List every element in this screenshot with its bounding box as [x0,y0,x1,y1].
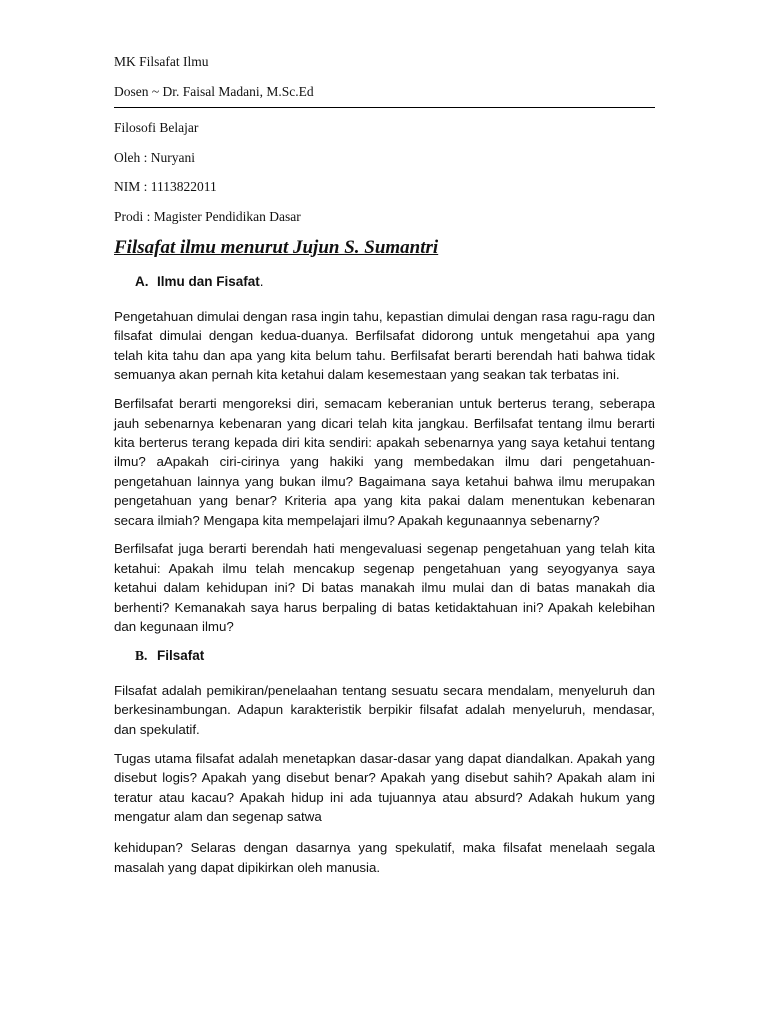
header-divider [114,107,655,108]
paragraph: Tugas utama filsafat adalah menetapkan dasar-dasar yang dapat diandalkan. Apakah yang disebut logis? Apakah yang disebut benar? Apakah yang disebut sahih? Apakah alam ini teratur atau kacau? Apakah hidup ini ada tujuannya atau absurd? Adakah hukum yang mengatur alam dan segenap satwa [114,750,655,824]
course-name: MK Filsafat Ilmu [114,54,209,69]
paragraph: kehidupan? Selaras dengan dasarnya yang spekulatif, maka filsafat menelaah segala masalah yang dapat dipikirkan oleh manusia. [114,840,655,875]
section-heading-text: Ilmu dan Fisafat [157,274,260,289]
document-page [114,52,655,887]
study-program: Prodi : Magister Pendidikan Dasar [114,208,301,224]
section-heading-punct: . [259,274,264,289]
student-id: NIM : 1113822011 [114,179,217,194]
paragraph: Berfilsafat juga berarti berendah hati mengevaluasi segenap pengetahuan yang telah kita ketahui: Apakah ilmu telah mencakup segenap pengetahuan yang seyogyanya saya ketahui dalam kehidupan ini? Di batas manakah ilmu mulai dan di batas manakah dia berhenti? Kemanakah saya harus berpaling di batas ketidaktahuan ini? Apakah kelebihan dan kegunaan ilmu? [114,541,655,635]
section-letter: B. [135,648,148,663]
document-topic: Filosofi Belajar [114,120,199,135]
lecturer-name: Dosen ~ Dr. Faisal Madani, M.Sc.Ed [114,84,314,99]
section-heading-b [114,646,655,666]
section-letter: A. [135,274,149,289]
paragraph: Filsafat adalah pemikiran/penelaahan tentang sesuatu secara mendalam, menyeluruh dan berkesinambungan. Adapun karakteristik berpikir filsafat adalah menyeluruh, mendasar, dan spekulatif. [114,683,655,737]
author-name: Oleh : Nuryani [114,149,195,165]
document-title: Filsafat ilmu menurut Jujun S. Sumantri [114,237,439,258]
section-heading-text: Filsafat [157,648,205,663]
section-heading-a [114,272,655,292]
paragraph: Berfilsafat berarti mengoreksi diri, semacam keberanian untuk berterus terang, seberapa jauh sebenarnya kebenaran yang dicari telah kita jangkau. Berfilsafat tentang ilmu berarti kita berterus terang kepada diri kita sendiri: apakah sebenarnya yang saya ketahui tentang ilmu? aApakah ciri-cirinya yang hakiki yang membedakan ilmu dari pengetahuan-pengetahuan lainnya yang bukan ilmu? Bagaimana saya ketahui bahwa ilmu merupakan pengetahuan yang benar? Kriteria apa yang kita pakai dalam menentukan kebenaran secara ilmiah? Mengapa kita mempelajari ilmu? Apakah kegunaannya sebenarny? [114,396,655,528]
paragraph: Pengetahuan dimulai dengan rasa ingin tahu, kepastian dimulai dengan rasa ragu-ragu dan filsafat dimulai dengan kedua-duanya. Berfilsafat didorong untuk mengetahui apa yang telah kita tahu dan apa yang kita belum tahu. Berfilsafat berarti berendah hati bahwa tidak semuanya akan pernah kita ketahui dalam kesemestaan yang seakan tak terbatas ini. [114,309,655,383]
